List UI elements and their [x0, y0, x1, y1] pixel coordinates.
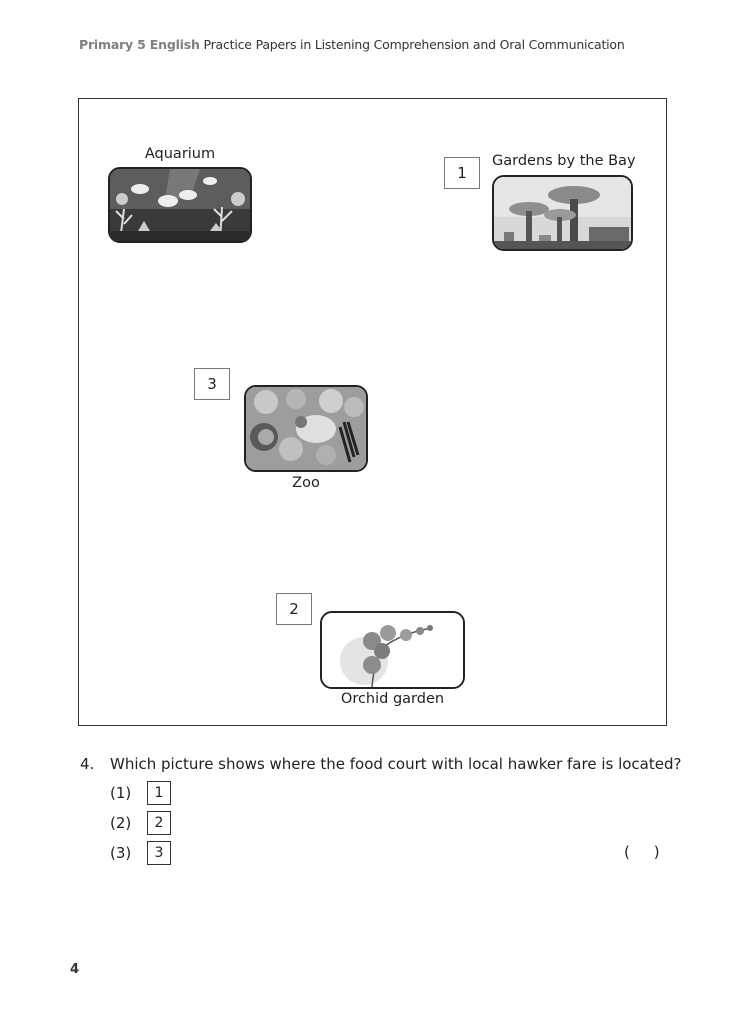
option-box: 3: [147, 841, 171, 865]
option-box: 2: [147, 811, 171, 835]
aquarium-label: Aquarium: [144, 146, 216, 162]
header-subject: Primary 5 English: [79, 37, 200, 52]
gardens-by-the-bay-picture: [492, 175, 633, 251]
answer-bracket[interactable]: ( ): [624, 843, 660, 861]
page-header: [79, 37, 625, 52]
page-number: 4: [70, 962, 80, 977]
zoo-animals-image-icon: [246, 387, 366, 470]
supertree-image-icon: [494, 177, 631, 249]
option-3[interactable]: [110, 841, 171, 865]
gardens-by-the-bay-label: Gardens by the Bay: [492, 153, 636, 169]
option-1[interactable]: [110, 781, 171, 805]
number-box-3: 3: [194, 368, 230, 400]
option-label: (2): [110, 814, 132, 832]
orchid-garden-label: Orchid garden: [340, 691, 445, 707]
orchid-garden-picture: [320, 611, 465, 689]
option-label: (1): [110, 784, 132, 802]
option-label: (3): [110, 844, 132, 862]
number-box-2: 2: [276, 593, 312, 625]
question-4: [80, 755, 681, 773]
question-text: Which picture shows where the food court with local hawker fare is located?: [110, 755, 682, 773]
question-number: 4.: [80, 755, 95, 773]
option-box: 1: [147, 781, 171, 805]
zoo-label: Zoo: [292, 475, 320, 491]
zoo-picture: [244, 385, 368, 472]
option-2[interactable]: [110, 811, 171, 835]
aquarium-image-icon: [110, 169, 250, 241]
number-box-1: 1: [444, 157, 480, 189]
orchid-image-icon: [322, 613, 463, 687]
aquarium-picture: [108, 167, 252, 243]
header-title: Practice Papers in Listening Comprehension and Oral Communication: [203, 37, 625, 52]
